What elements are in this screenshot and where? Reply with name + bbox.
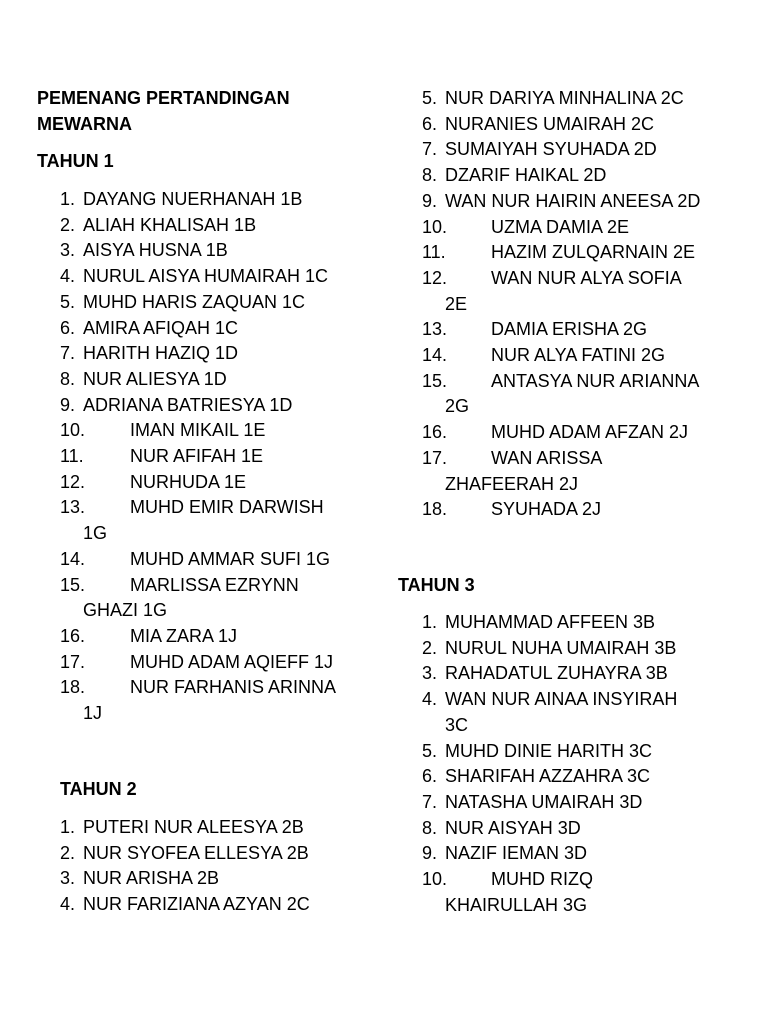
list-item-name: MUHD DINIE HARITH 3C [445,740,653,761]
list-item-name: NUR DARIYA MINHALINA 2C [445,88,684,108]
list-item-name: NUR FARIZIANA AZYAN 2C [83,894,310,915]
list-item-number: 2. [60,214,76,235]
list-item-number: 11. [60,446,84,466]
list-item-number: 10. [60,420,86,441]
list-item-name: DAMIA ERISHA 2G [491,319,648,340]
list-item-number: 8. [60,368,76,389]
list-item-name: AMIRA AFIQAH 1C [83,317,239,338]
list-item-name: MUHD HARIS ZAQUAN 1C [83,291,306,312]
list-item-name: ALIAH KHALISAH 1B [83,214,257,235]
list-item-number: 6. [60,317,76,338]
list-item-number: 16. [422,422,448,443]
list-item-name: NAZIF IEMAN 3D [445,843,588,864]
document-title-line1: PEMENANG PERTANDINGAN [37,88,290,108]
list-item-name: NUR ARISHA 2B [83,868,220,889]
list-item-name: WAN ARISSA [491,447,603,468]
list-item-name: NURHUDA 1E [130,471,247,492]
list-item-number: 9. [422,190,438,211]
list-item-name: SUMAIYAH SYUHADA 2D [445,139,657,160]
list-item-continuation: ZHAFEERAH 2J [445,473,579,494]
list-item-number: 15. [422,370,448,391]
list-item-number: 18. [60,677,86,698]
list-item-number: 9. [422,843,438,864]
document-title-line2: MEWARNA [37,114,132,134]
list-item-name: NUR SYOFEA ELLESYA 2B [83,842,309,863]
list-item-name: HARITH HAZIQ 1D [83,343,239,364]
list-item-name: MUHD ADAM AFZAN 2J [491,422,689,443]
list-item-number: 13. [60,497,86,518]
list-item-number: 1. [422,612,438,632]
list-item-name: NUR ALIESYA 1D [83,368,227,389]
section-heading: TAHUN 3 [398,575,475,595]
list-item-name: NURUL AISYA HUMAIRAH 1C [83,266,329,287]
list-item-name: NUR FARHANIS ARINNA [130,677,337,698]
list-item-name: DAYANG NUERHANAH 1B [83,189,303,209]
list-item-name: MUHD AMMAR SUFI 1G [130,548,331,569]
list-item-number: 16. [60,625,86,646]
list-item-continuation: 1J [83,703,103,723]
list-item-number: 11. [422,242,446,263]
list-item-number: 9. [60,394,76,415]
list-item-name: NURANIES UMAIRAH 2C [445,113,655,134]
list-item-continuation: GHAZI 1G [83,600,168,621]
list-item-number: 3. [60,240,76,261]
list-item-number: 13. [422,319,448,340]
list-item-name: WAN NUR ALYA SOFIA [491,267,682,288]
list-item-number: 7. [422,139,438,160]
list-item-number: 10. [422,869,448,889]
list-item-name: NUR AFIFAH 1E [130,446,264,466]
list-item-number: 2. [422,637,438,658]
list-item-number: 5. [422,740,438,761]
list-item-name: NUR ALYA FATINI 2G [491,345,666,365]
list-item-number: 17. [60,651,86,672]
list-item-number: 7. [422,791,438,812]
list-item-name: WAN NUR AINAA INSYIRAH [445,689,678,710]
list-item-continuation: KHAIRULLAH 3G [445,894,588,915]
list-item-name: MUHD ADAM AQIEFF 1J [130,651,334,672]
list-item-name: UZMA DAMIA 2E [491,216,630,237]
list-item-name: ADRIANA BATRIESYA 1D [83,394,293,415]
list-item-number: 6. [422,113,438,134]
list-item-number: 14. [422,345,448,365]
list-item-name: RAHADATUL ZUHAYRA 3B [445,663,668,684]
list-item-continuation: 2G [445,396,470,417]
list-item-number: 5. [422,88,438,108]
list-item-number: 3. [60,868,76,889]
list-item-number: 4. [60,894,76,915]
list-item-number: 6. [422,766,438,787]
list-item-name: SHARIFAH AZZAHRA 3C [445,766,651,787]
list-item-number: 2. [60,842,76,863]
list-item-name: IMAN MIKAIL 1E [130,420,266,441]
list-item-name: PUTERI NUR ALEESYA 2B [83,817,304,837]
list-item-number: 1. [60,189,76,209]
list-item-number: 10. [422,216,448,237]
list-item-number: 3. [422,663,438,684]
list-item-name: MIA ZARA 1J [130,625,238,646]
list-item-number: 1. [60,817,76,837]
list-item-name: DZARIF HAIKAL 2D [445,165,607,186]
list-item-name: SYUHADA 2J [491,499,602,520]
list-item-number: 8. [422,165,438,186]
list-item-number: 18. [422,499,448,520]
list-item-name: WAN NUR HAIRIN ANEESA 2D [445,190,701,211]
list-item-number: 7. [60,343,76,364]
list-item-name: ANTASYA NUR ARIANNA [491,370,700,391]
list-item-number: 15. [60,574,86,595]
list-item-number: 5. [60,291,76,312]
list-item-continuation: 3C [445,714,469,735]
list-item-name: NURUL NUHA UMAIRAH 3B [445,637,677,658]
list-item-name: MUHD EMIR DARWISH [130,497,324,518]
list-item-number: 14. [60,548,86,569]
section-heading: TAHUN 1 [37,151,114,171]
section-heading: TAHUN 2 [60,779,137,799]
list-item-name: MUHD RIZQ [491,869,593,889]
list-item-name: HAZIM ZULQARNAIN 2E [491,242,696,263]
list-item-number: 4. [60,266,76,287]
list-item-number: 8. [422,817,438,838]
list-item-number: 17. [422,447,448,468]
list-item-name: AISYA HUSNA 1B [83,240,228,261]
list-item-number: 12. [422,267,448,288]
list-item-name: NUR AISYAH 3D [445,817,581,838]
list-item-name: MUHAMMAD AFFEEN 3B [445,612,656,632]
list-item-continuation: 1G [83,523,108,544]
list-item-continuation: 2E [445,293,468,314]
list-item-number: 12. [60,471,86,492]
list-item-name: NATASHA UMAIRAH 3D [445,791,643,812]
list-item-name: MARLISSA EZRYNN [130,574,299,595]
list-item-number: 4. [422,689,438,710]
